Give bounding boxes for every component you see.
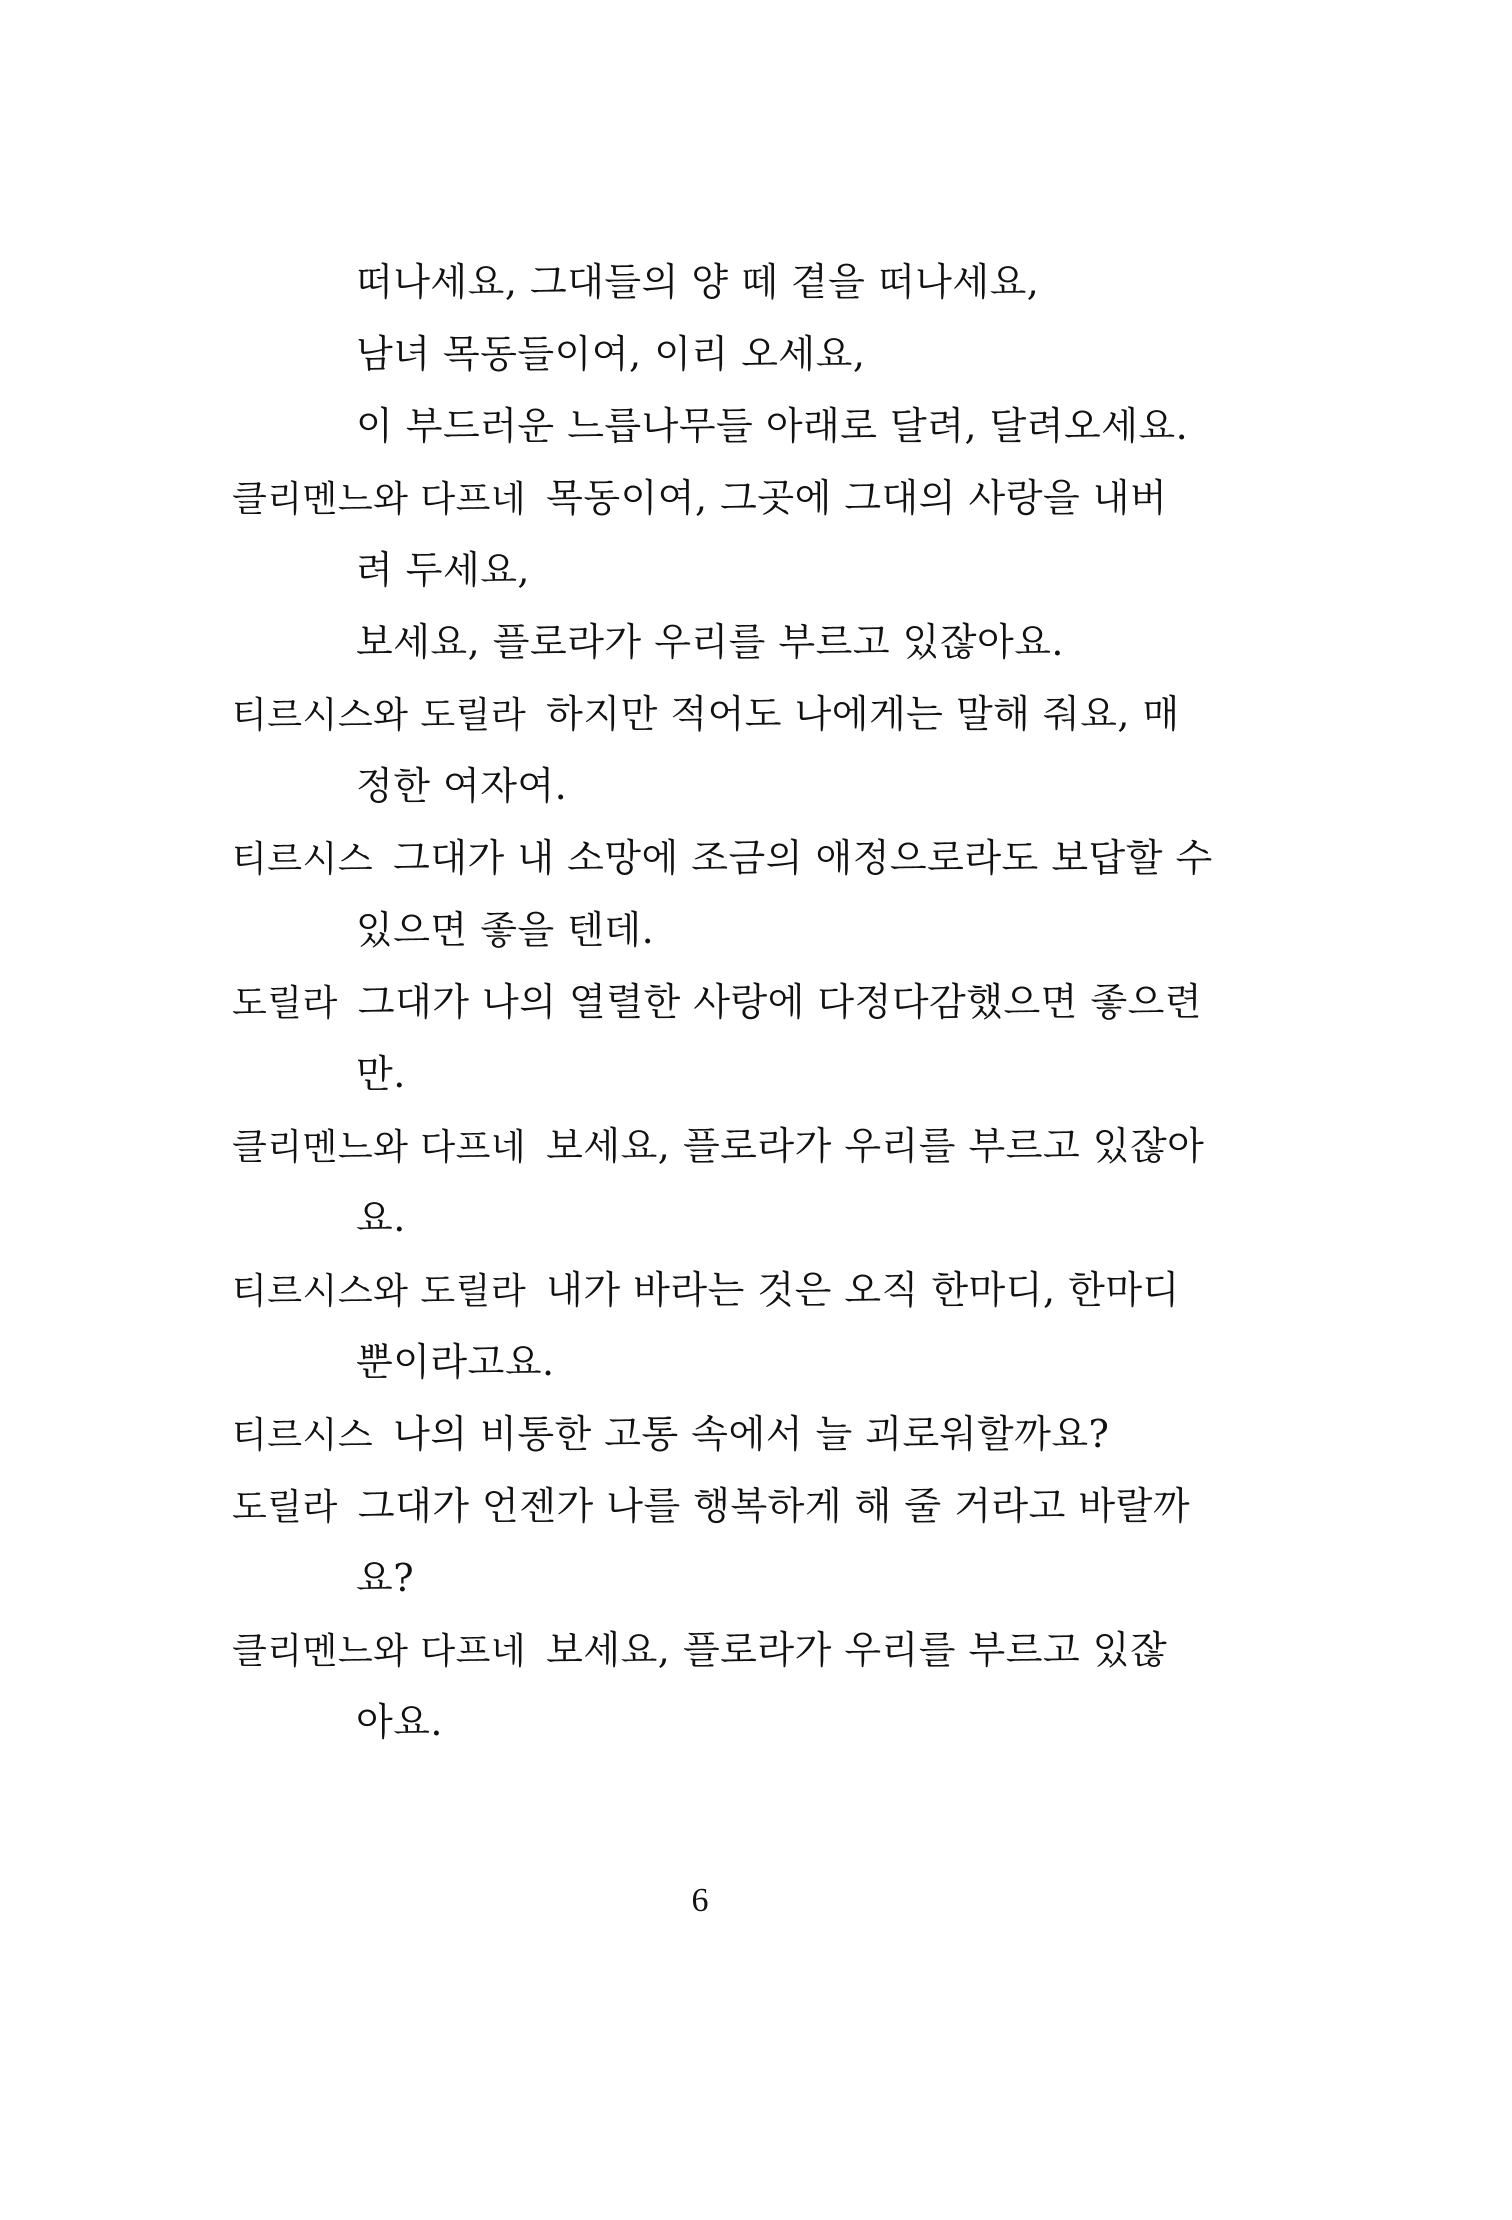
line-text: 그대가 언젠가 나를 행복하게 해 줄 거라고 바랄까 xyxy=(357,1484,1191,1528)
line-text: 요. xyxy=(356,1196,406,1240)
continuation-line xyxy=(356,1194,406,1242)
speaker-name: 클리멘느와 다프네 xyxy=(232,1631,527,1672)
speaker-name: 티르시스 xyxy=(232,1415,374,1456)
dialogue-line xyxy=(232,978,1202,1028)
continuation-line xyxy=(356,546,530,594)
line-text: 정한 여자여. xyxy=(356,764,568,808)
page-number: 6 xyxy=(691,1882,709,1919)
line-text: 보세요, 플로라가 우리를 부르고 있잖아 xyxy=(546,1124,1205,1168)
dialogue-line xyxy=(232,1122,1204,1172)
dialogue-line xyxy=(232,1482,1190,1532)
verse-line xyxy=(356,258,1039,306)
verse-line xyxy=(356,402,1188,450)
line-text: 그대가 나의 열렬한 사랑에 다정다감했으면 좋으련 xyxy=(357,980,1203,1024)
dialogue-line xyxy=(232,1410,1109,1460)
line-text: 있으면 좋을 텐데. xyxy=(356,908,655,952)
line-text: 나의 비통한 고통 속에서 늘 괴로워할까요? xyxy=(393,1412,1110,1456)
speaker-name: 클리멘느와 다프네 xyxy=(232,479,527,520)
line-text: 보세요, 플로라가 우리를 부르고 있잖아요. xyxy=(356,620,1065,664)
continuation-line xyxy=(356,1338,555,1386)
speaker-name: 클리멘느와 다프네 xyxy=(232,1127,527,1168)
line-text: 내가 바라는 것은 오직 한마디, 한마디 xyxy=(546,1268,1180,1312)
speaker-name: 티르시스 xyxy=(232,839,374,880)
line-text: 만. xyxy=(356,1052,406,1096)
line-text: 려 두세요, xyxy=(356,548,530,592)
speaker-name: 티르시스와 도릴라 xyxy=(232,695,527,736)
line-text: 목동이여, 그곳에 그대의 사랑을 내버 xyxy=(546,476,1168,520)
speaker-name: 도릴라 xyxy=(232,983,338,1024)
line-text: 이 부드러운 느릅나무들 아래로 달려, 달려오세요. xyxy=(356,404,1189,448)
continuation-line xyxy=(356,1698,443,1746)
verse-line xyxy=(356,330,865,378)
line-text: 떠나세요, 그대들의 양 떼 곁을 떠나세요, xyxy=(356,260,1040,304)
speaker-name: 도릴라 xyxy=(232,1487,338,1528)
line-text: 아요. xyxy=(356,1700,443,1744)
dialogue-line xyxy=(232,690,1180,740)
continuation-line xyxy=(356,1050,406,1098)
dialogue-line xyxy=(232,834,1213,884)
line-text: 하지만 적어도 나에게는 말해 줘요, 매 xyxy=(546,692,1180,736)
speaker-name: 티르시스와 도릴라 xyxy=(232,1271,527,1312)
continuation-line xyxy=(356,906,654,954)
line-text: 요? xyxy=(356,1556,415,1600)
line-text: 남녀 목동들이여, 이리 오세요, xyxy=(356,332,866,376)
continuation-line xyxy=(356,762,567,810)
dialogue-line xyxy=(232,1266,1180,1316)
line-text: 그대가 내 소망에 조금의 애정으로라도 보답할 수 xyxy=(393,836,1213,880)
line-text: 보세요, 플로라가 우리를 부르고 있잖 xyxy=(546,1628,1168,1672)
dialogue-line xyxy=(232,474,1167,524)
continuation-line xyxy=(356,1554,414,1602)
dialogue-line xyxy=(232,1626,1167,1676)
verse-line xyxy=(356,618,1064,666)
line-text: 뿐이라고요. xyxy=(356,1340,555,1384)
